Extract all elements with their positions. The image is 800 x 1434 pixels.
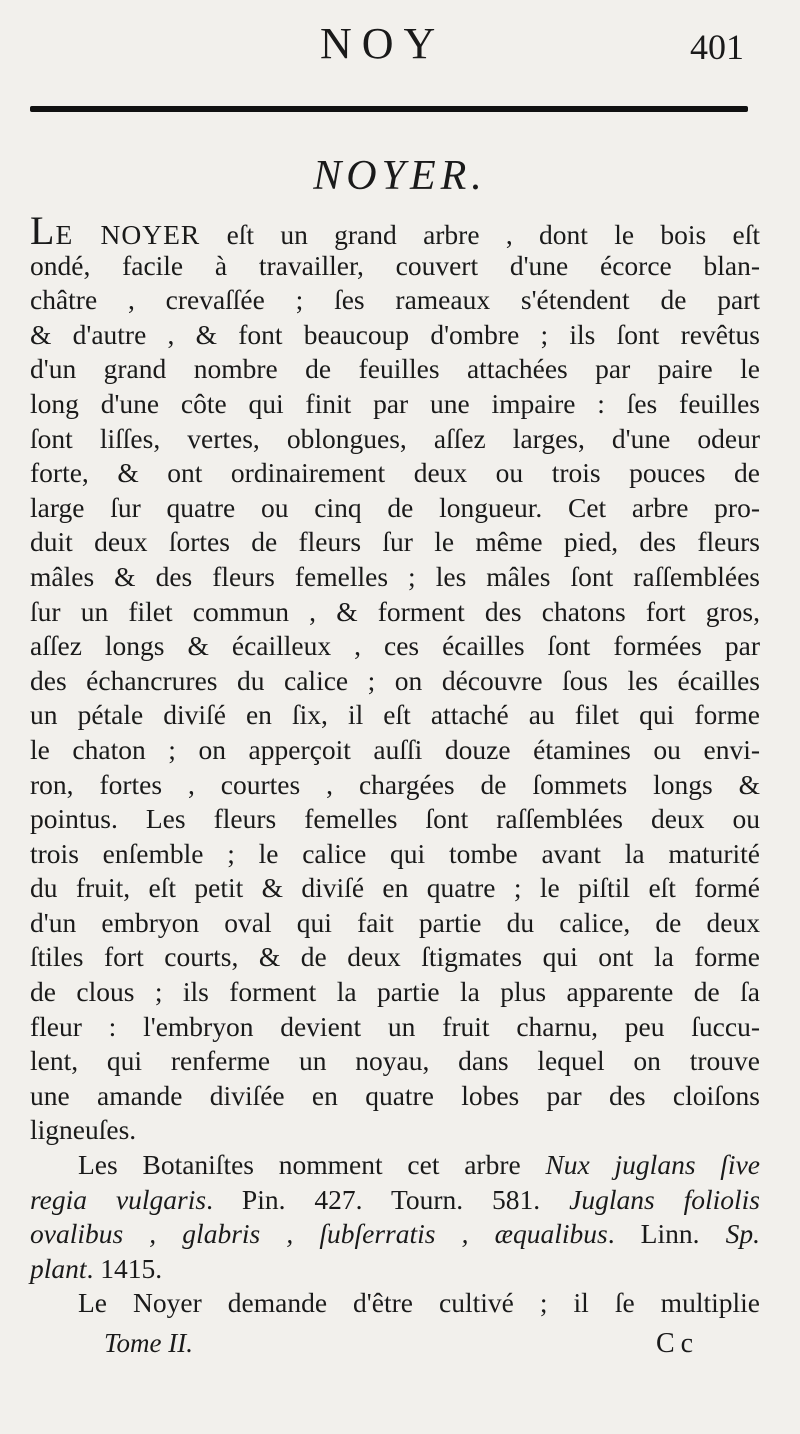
running-title: NOY bbox=[320, 19, 446, 68]
paragraph-1-line: châtre , crevaſſée ; ſes rameaux s'étendent de part bbox=[30, 284, 760, 316]
header-rule bbox=[30, 106, 748, 112]
paragraph-2-line bbox=[30, 1148, 760, 1183]
paragraph-1-line: ondé, facile à travailler, couvert d'une écorce blan- bbox=[30, 249, 760, 281]
paragraph-1-line: duit deux ſortes de fleurs ſur le même pied, des fleurs bbox=[30, 526, 760, 558]
paragraph-1-line: d'un embryon oval qui fait partie du calice, de deux bbox=[30, 906, 760, 938]
paragraph-1-line: une amande diviſée en quatre lobes par des cloiſons bbox=[30, 1079, 760, 1111]
paragraph-1-line: long d'une côte qui finit par une impaire : ſes feuilles bbox=[30, 387, 760, 419]
article-body bbox=[30, 208, 761, 1321]
citation: . 1415. bbox=[86, 1252, 163, 1284]
paragraph-2-line bbox=[30, 1183, 760, 1218]
paragraph-1-line: un pétale diviſé en ſix, il eſt attaché au filet qui forme bbox=[30, 699, 760, 731]
paragraph-1-line: lent, qui renferme un noyau, dans lequel on trouve bbox=[30, 1045, 760, 1077]
paragraph-1-line: le chaton ; on apperçoit auſſi douze étamines ou envi- bbox=[30, 733, 760, 765]
paragraph-1-line: ron, fortes , courtes , chargées de ſommets longs & bbox=[30, 768, 760, 800]
paragraph-2-text: Les Botaniſtes nomment cet arbre bbox=[78, 1149, 546, 1181]
paragraph-1-line: de clous ; ils forment la partie la plus apparente de ſa bbox=[30, 976, 760, 1008]
paragraph-1-line: mâles & des fleurs femelles ; les mâles ſont raſſemblées bbox=[30, 560, 760, 592]
latin-name: ovalibus , glabris , ſubſerratis , æqualibus bbox=[30, 1218, 608, 1250]
drop-cap: L bbox=[30, 208, 56, 253]
lead-small-caps: E NOYER bbox=[55, 219, 201, 250]
citation: . Linn. bbox=[607, 1218, 726, 1250]
paragraph-1-line: du fruit, eſt petit & diviſé en quatre ; le piſtil eſt formé bbox=[30, 872, 760, 904]
paragraph-1-line: pointus. Les fleurs femelles ſont raſſemblées deux ou bbox=[30, 803, 760, 835]
paragraph-1-line: ligneuſes. bbox=[30, 1114, 137, 1146]
latin-name: Juglans foliolis bbox=[569, 1183, 761, 1215]
paragraph-1-line: aſſez longs & écailleux , ces écailles ſont formées par bbox=[30, 630, 760, 662]
latin-name: plant bbox=[30, 1252, 87, 1284]
paragraph-3-line: Le Noyer demande d'être cultivé ; il ſe multiplie bbox=[78, 1287, 760, 1319]
paragraph-1-line: forte, & ont ordinairement deux ou trois pouces de bbox=[30, 457, 760, 489]
latin-name: Sp. bbox=[725, 1218, 760, 1250]
citation: . Pin. 427. Tourn. 581. bbox=[206, 1183, 570, 1215]
paragraph-1-line: ſur un filet commun , & forment des chatons fort gros, bbox=[30, 595, 760, 627]
page-footer bbox=[0, 1328, 800, 1368]
paragraph-2-line bbox=[30, 1252, 760, 1287]
paragraph-1-line bbox=[30, 208, 760, 253]
page-number: 401 bbox=[690, 27, 744, 67]
paragraph-1-text: eſt un grand arbre , dont le bois eſt bbox=[200, 219, 760, 250]
paragraph-1-line: fleur : l'embryon devient un fruit charnu, peu ſuccu- bbox=[30, 1010, 760, 1042]
latin-name: regia vulgaris bbox=[30, 1183, 207, 1215]
paragraph-1-line: large ſur quatre ou cinq de longueur. Cet arbre pro- bbox=[30, 491, 760, 523]
paragraph-1-line: des échancrures du calice ; on découvre ſous les écailles bbox=[30, 664, 760, 696]
volume-label: Tome II. bbox=[104, 1328, 194, 1358]
paragraph-1-line: & d'autre , & font beaucoup d'ombre ; ils ſont revêtus bbox=[30, 318, 760, 350]
signature-mark: Cc bbox=[656, 1328, 700, 1359]
paragraph-1-line: ſtiles fort courts, & de deux ſtigmates qui ont la forme bbox=[30, 941, 760, 973]
article-title: NOYER. bbox=[313, 153, 487, 199]
paragraph-1-line: d'un grand nombre de feuilles attachées par paire le bbox=[30, 353, 760, 385]
running-head bbox=[0, 14, 800, 74]
paragraph-1-line: ſont liſſes, vertes, oblongues, aſſez larges, d'une odeur bbox=[30, 422, 760, 454]
paragraph-2-line bbox=[30, 1217, 760, 1252]
paragraph-1-line: trois enſemble ; le calice qui tombe avant la maturité bbox=[30, 837, 760, 869]
latin-name: Nux juglans ſive bbox=[545, 1149, 760, 1181]
